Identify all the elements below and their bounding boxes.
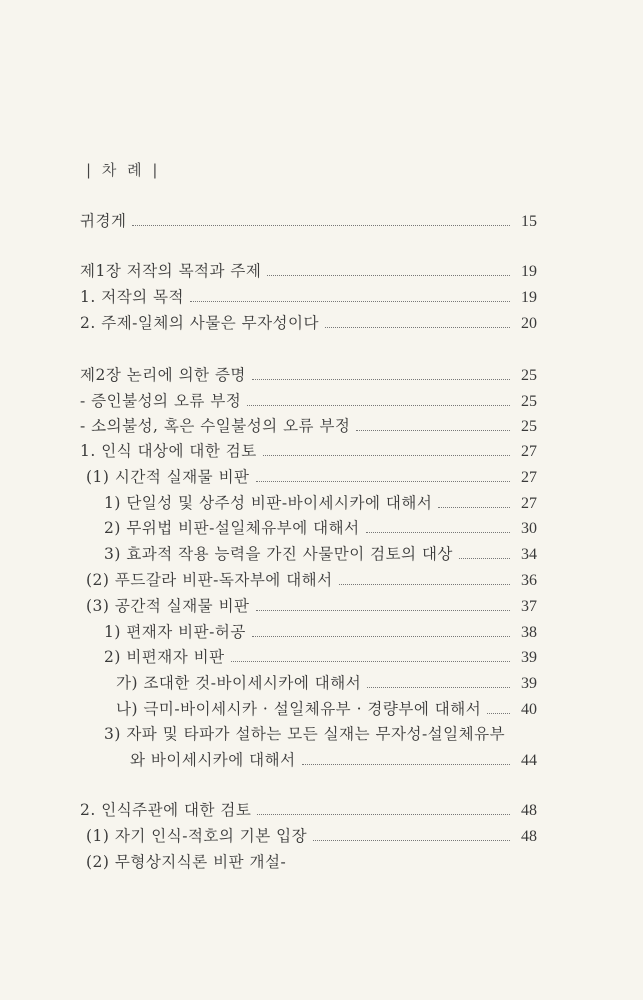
toc-entry-label: 2) 비편재자 비판 [104, 648, 225, 666]
toc-entry-label: 1. 인식 대상에 대한 검토 [80, 442, 257, 460]
toc-entry [0, 389, 643, 413]
dot-leader [325, 327, 510, 328]
toc-entry-label: 1) 편재자 비판-허공 [104, 623, 246, 641]
toc-entry-page: 25 [521, 393, 537, 410]
toc-entry-label: 2) 무위법 비판-설일체유부에 대해서 [104, 519, 360, 537]
toc-entry [0, 285, 643, 309]
toc-entry [0, 748, 643, 772]
toc-entry-page: 40 [521, 701, 537, 718]
dot-leader [438, 507, 510, 508]
toc-entry [0, 414, 643, 438]
toc-entry-label: 1. 저작의 목적 [80, 288, 185, 306]
dot-leader [190, 301, 510, 302]
toc-entry [0, 697, 643, 721]
toc-entry [0, 568, 643, 592]
dot-leader [132, 225, 510, 226]
dot-leader [367, 687, 510, 688]
toc-entry-label: 제1장 저작의 목적과 주제 [80, 262, 262, 280]
toc-entry [0, 671, 643, 695]
toc-entry [0, 542, 643, 566]
dot-leader [313, 840, 510, 841]
dot-leader [339, 584, 510, 585]
toc-entry [0, 311, 643, 335]
toc-entry [0, 209, 643, 233]
toc-entry-page: 48 [521, 828, 537, 845]
toc-entry-label: 가) 조대한 것-바이세시카에 대해서 [116, 674, 362, 692]
dot-leader [302, 764, 510, 765]
dot-leader [267, 275, 510, 276]
dot-leader [256, 610, 510, 611]
toc-entry-page: 36 [521, 572, 537, 589]
dot-leader [366, 532, 510, 533]
toc-entry-label: 제2장 논리에 의한 증명 [80, 366, 246, 384]
toc-entry-page: 37 [521, 598, 537, 615]
dot-leader [231, 661, 510, 662]
dot-leader [356, 430, 510, 431]
toc-entry-page: 15 [521, 213, 537, 230]
toc-entry-label: 나) 극미-바이세시카 · 설일체유부 · 경량부에 대해서 [116, 700, 482, 718]
toc-entry-page: 30 [521, 520, 537, 537]
toc-entry-page: 25 [521, 418, 537, 435]
toc-entry-page: 19 [521, 263, 537, 280]
toc-entry [0, 259, 643, 283]
toc-entry-page: 39 [521, 649, 537, 666]
toc-entry [0, 620, 643, 644]
dot-leader [263, 455, 510, 456]
toc-entry-label: 3) 자파 및 타파가 설하는 모든 실재는 무자성-설일체유부 [104, 725, 506, 743]
toc-entry [0, 439, 643, 463]
dot-leader [459, 558, 510, 559]
toc-entry-label: 1) 단일성 및 상주성 비판-바이세시카에 대해서 [104, 494, 433, 512]
dot-leader [487, 713, 510, 714]
toc-entry [0, 594, 643, 618]
toc-heading: | 차 례 | [86, 161, 161, 179]
toc-entry-label: (1) 시간적 실재물 비판 [86, 468, 250, 486]
toc-entry-label: 3) 효과적 작용 능력을 가진 사물만이 검토의 대상 [104, 545, 453, 563]
toc-entry-page: 27 [521, 469, 537, 486]
toc-entry-label: - 소의불성, 혹은 수일불성의 오류 부정 [80, 417, 351, 435]
dot-leader [252, 636, 510, 637]
toc-entry-page: 39 [521, 675, 537, 692]
toc-entry-label: (1) 자기 인식-적호의 기본 입장 [86, 827, 308, 845]
toc-entry-label: (3) 공간적 실재물 비판 [86, 597, 250, 615]
toc-entry-page: 25 [521, 367, 537, 384]
toc-entry-label: 2. 인식주관에 대한 검토 [80, 801, 252, 819]
toc-entry [0, 645, 643, 669]
toc-entry [0, 516, 643, 540]
toc-entry-page: 34 [521, 546, 537, 563]
toc-entry-page: 27 [521, 443, 537, 460]
toc-entry-label: (2) 무형상지식론 비판 개설- [86, 853, 287, 871]
toc-entry-page: 20 [521, 315, 537, 332]
toc-entry-label: 귀경게 [80, 212, 127, 230]
toc-entry [0, 363, 643, 387]
toc-entry-page: 44 [521, 752, 537, 769]
toc-entry-page: 38 [521, 624, 537, 641]
toc-entry [0, 491, 643, 515]
dot-leader [257, 814, 510, 815]
toc-entry-page: 19 [521, 289, 537, 306]
toc-entry [0, 465, 643, 489]
dot-leader [252, 379, 510, 380]
toc-entry-label: 와 바이세시카에 대해서 [130, 751, 296, 769]
toc-entry [0, 798, 643, 822]
toc-entry [0, 824, 643, 848]
toc-entry-label: 2. 주제-일체의 사물은 무자성이다 [80, 314, 319, 332]
toc-entry-label: (2) 푸드갈라 비판-독자부에 대해서 [86, 571, 333, 589]
dot-leader [256, 481, 510, 482]
toc-entry-page: 48 [521, 802, 537, 819]
dot-leader [247, 405, 510, 406]
toc-entry-page: 27 [521, 495, 537, 512]
toc-entry-label: - 증인불성의 오류 부정 [80, 392, 242, 410]
